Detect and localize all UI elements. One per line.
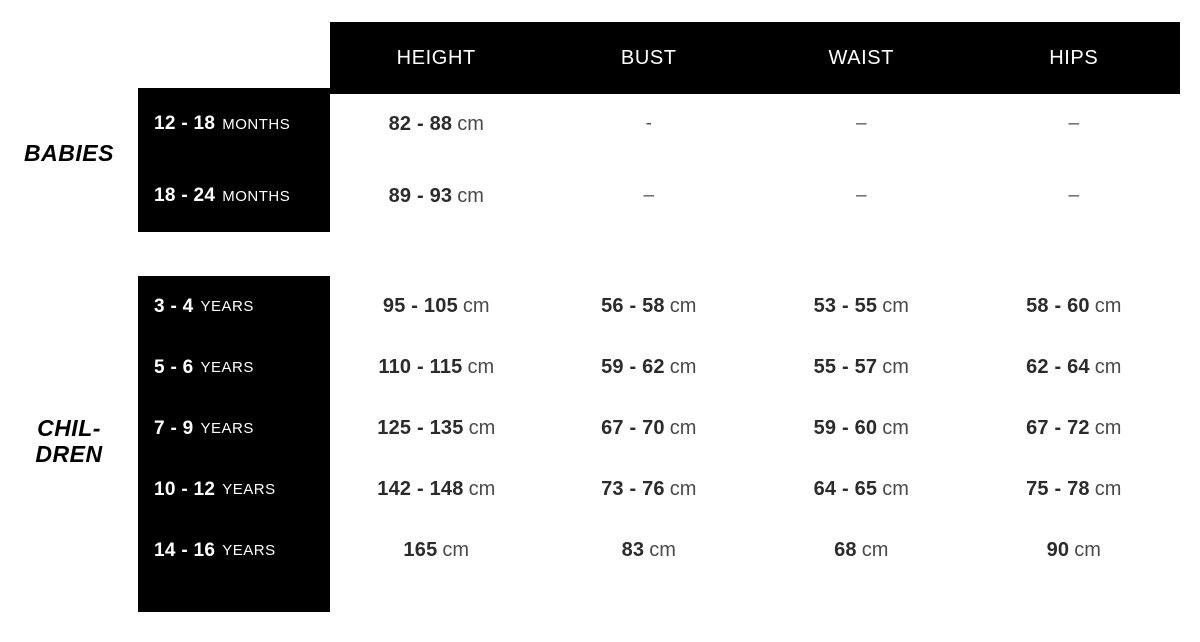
group-label-children-line-2: DREN bbox=[35, 441, 103, 468]
cell-value: 64 - 65 bbox=[813, 478, 878, 500]
measurements-children bbox=[330, 276, 1180, 581]
size-range: 10 - 12 bbox=[154, 478, 216, 500]
cell-value: 59 - 62 bbox=[601, 356, 665, 378]
size-unit: YEARS bbox=[200, 298, 254, 315]
size-column-children bbox=[138, 276, 330, 612]
size-range: 12 - 18 bbox=[154, 113, 216, 134]
size-cell bbox=[138, 459, 330, 520]
cell-waist bbox=[755, 478, 968, 501]
cell-value: 56 - 58 bbox=[601, 295, 665, 317]
cell-value: 53 - 55 bbox=[813, 295, 878, 317]
cell-waist bbox=[755, 185, 968, 207]
size-unit: YEARS bbox=[200, 359, 254, 376]
cell-waist bbox=[755, 417, 968, 440]
cell-height bbox=[330, 295, 543, 318]
cell-waist bbox=[755, 295, 968, 318]
cell-hips bbox=[968, 113, 1181, 135]
cell-bust bbox=[543, 185, 756, 207]
cell-hips bbox=[968, 185, 1181, 207]
cell-value: 125 - 135 bbox=[377, 417, 464, 439]
cell-unit: cm bbox=[462, 295, 490, 317]
cell-value: - bbox=[645, 113, 652, 134]
table-row bbox=[330, 520, 1180, 581]
size-cell bbox=[138, 276, 330, 337]
cell-unit: cm bbox=[861, 539, 889, 561]
size-range: 18 - 24 bbox=[154, 185, 216, 206]
cell-unit: cm bbox=[1094, 356, 1122, 378]
size-cell bbox=[138, 160, 330, 232]
cell-height bbox=[330, 356, 543, 379]
size-cell bbox=[138, 88, 330, 160]
cell-waist bbox=[755, 356, 968, 379]
group-label-children bbox=[0, 415, 138, 468]
cell-value: 67 - 70 bbox=[601, 417, 665, 439]
cell-value: – bbox=[1068, 113, 1080, 134]
cell-unit: cm bbox=[882, 417, 909, 439]
cell-unit: cm bbox=[468, 417, 496, 439]
column-header-hips: HIPS bbox=[1049, 46, 1099, 69]
cell-value: 110 - 115 bbox=[378, 356, 463, 378]
cell-value: – bbox=[855, 185, 867, 206]
table-row bbox=[330, 459, 1180, 520]
table-row bbox=[330, 398, 1180, 459]
group-label-children-line-1: CHIL- bbox=[37, 415, 101, 441]
column-header-waist: WAIST bbox=[828, 46, 895, 69]
cell-height bbox=[330, 113, 543, 136]
table-header-row bbox=[330, 22, 1180, 94]
cell-unit: cm bbox=[1074, 539, 1101, 561]
cell-value: 95 - 105 bbox=[382, 295, 458, 317]
cell-bust bbox=[543, 356, 756, 379]
size-unit: YEARS bbox=[222, 481, 276, 498]
table-row bbox=[330, 88, 1180, 160]
table-row bbox=[330, 160, 1180, 232]
size-cell bbox=[138, 520, 330, 581]
cell-unit: cm bbox=[1094, 295, 1122, 317]
group-label-babies bbox=[0, 140, 138, 166]
size-unit: YEARS bbox=[222, 542, 276, 559]
size-column-babies bbox=[138, 88, 330, 232]
column-header-height: HEIGHT bbox=[396, 46, 476, 69]
size-unit: YEARS bbox=[200, 420, 254, 437]
cell-bust bbox=[543, 417, 756, 440]
cell-unit: cm bbox=[882, 295, 909, 317]
size-cell bbox=[138, 337, 330, 398]
cell-value: 75 - 78 bbox=[1026, 478, 1090, 500]
cell-unit: cm bbox=[669, 417, 697, 439]
cell-value: 142 - 148 bbox=[377, 478, 464, 500]
cell-value: 62 - 64 bbox=[1026, 356, 1090, 378]
cell-value: 73 - 76 bbox=[601, 478, 665, 500]
cell-unit: cm bbox=[457, 112, 484, 135]
cell-unit: cm bbox=[669, 356, 697, 378]
cell-bust bbox=[543, 539, 756, 562]
cell-waist bbox=[755, 539, 968, 562]
cell-value: 55 - 57 bbox=[813, 356, 878, 378]
cell-height bbox=[330, 417, 543, 440]
table-row bbox=[330, 276, 1180, 337]
cell-value: 83 bbox=[621, 539, 645, 561]
measurements-babies bbox=[330, 88, 1180, 232]
cell-unit: cm bbox=[882, 478, 909, 500]
cell-height bbox=[330, 185, 543, 208]
cell-value: 58 - 60 bbox=[1026, 295, 1090, 317]
cell-value: – bbox=[1068, 185, 1080, 206]
cell-hips bbox=[968, 478, 1181, 501]
cell-value: 68 bbox=[834, 539, 857, 561]
group-label-babies-line-1: BABIES bbox=[24, 140, 114, 166]
cell-unit: cm bbox=[442, 539, 470, 561]
cell-value: – bbox=[855, 113, 867, 134]
cell-bust bbox=[543, 478, 756, 501]
cell-unit: cm bbox=[669, 478, 697, 500]
cell-value: 59 - 60 bbox=[813, 417, 878, 439]
cell-unit: cm bbox=[468, 478, 496, 500]
cell-unit: cm bbox=[1094, 478, 1122, 500]
cell-unit: cm bbox=[457, 184, 484, 207]
cell-value: 67 - 72 bbox=[1026, 417, 1090, 439]
size-range: 5 - 6 bbox=[154, 356, 194, 378]
cell-hips bbox=[968, 356, 1181, 379]
cell-hips bbox=[968, 539, 1181, 562]
cell-value: 90 bbox=[1046, 539, 1070, 561]
cell-height bbox=[330, 539, 543, 562]
cell-bust bbox=[543, 295, 756, 318]
table-row bbox=[330, 337, 1180, 398]
cell-unit: cm bbox=[649, 539, 676, 561]
cell-unit: cm bbox=[669, 295, 697, 317]
cell-unit: cm bbox=[467, 356, 495, 378]
cell-value: 82 - 88 bbox=[388, 112, 453, 135]
cell-unit: cm bbox=[1094, 417, 1122, 439]
cell-value: – bbox=[643, 185, 655, 206]
cell-bust bbox=[543, 113, 756, 135]
size-range: 3 - 4 bbox=[154, 295, 194, 317]
size-unit: MONTHS bbox=[222, 115, 291, 133]
cell-height bbox=[330, 478, 543, 501]
size-cell bbox=[138, 398, 330, 459]
size-range: 7 - 9 bbox=[154, 417, 194, 439]
size-unit: MONTHS bbox=[222, 187, 291, 205]
cell-hips bbox=[968, 295, 1181, 318]
cell-hips bbox=[968, 417, 1181, 440]
cell-value: 89 - 93 bbox=[388, 184, 453, 207]
cell-unit: cm bbox=[882, 356, 909, 378]
cell-value: 165 bbox=[403, 539, 438, 561]
size-range: 14 - 16 bbox=[154, 539, 216, 561]
column-header-bust: BUST bbox=[620, 46, 677, 69]
cell-waist bbox=[755, 113, 968, 135]
